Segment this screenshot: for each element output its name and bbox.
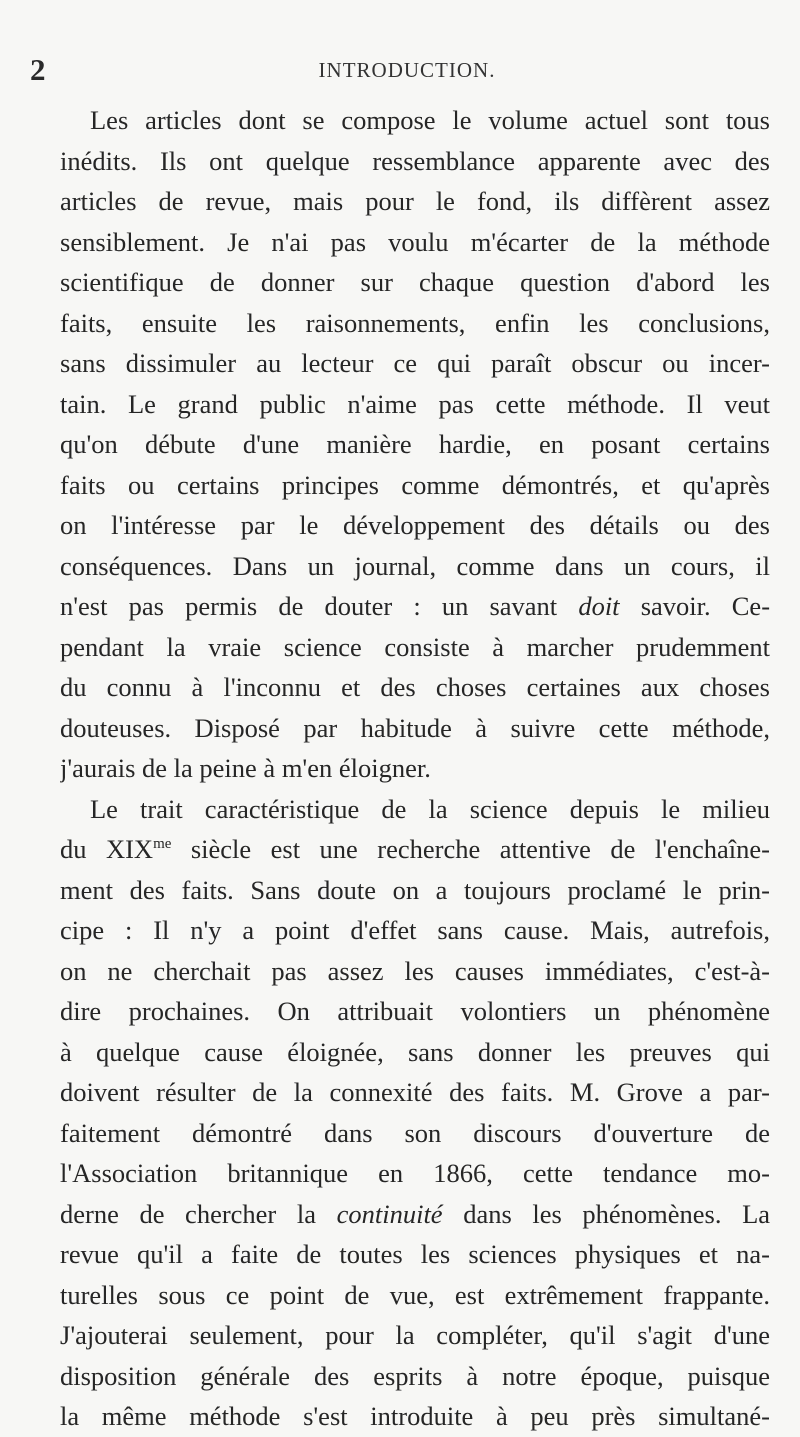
text-line: douteuses. Disposé par habitude à suivre cette méthode, bbox=[60, 712, 770, 743]
running-title: INTRODUCTION. bbox=[318, 58, 496, 82]
text-line: cipe : Il n'y a point d'effet sans cause. Mais, autrefois, bbox=[60, 915, 770, 945]
text-line: dire prochaines. On attribuait volontiers un phénomène bbox=[60, 996, 770, 1026]
text-line: du connu à l'inconnu et des choses certaines aux choses bbox=[60, 672, 770, 702]
text-segment: n'est pas permis de douter : un savant bbox=[60, 591, 558, 621]
text-line: conséquences. Dans un journal, comme dans un cours, il bbox=[60, 550, 770, 581]
text-line: Le trait caractéristique de la science depuis le milieu bbox=[90, 793, 770, 824]
superscript: me bbox=[153, 836, 172, 853]
text-line: J'ajouterai seulement, pour la compléter, qu'il s'agit d'une bbox=[60, 1320, 770, 1350]
text-line: sensiblement. Je n'ai pas voulu m'écarter de la méthode bbox=[60, 226, 770, 257]
text-segment: dans les phénomènes. La bbox=[463, 1198, 770, 1229]
italic-word: doit bbox=[578, 591, 620, 621]
text-line: Les articles dont se compose le volume actuel sont tous bbox=[90, 105, 770, 135]
text-line bbox=[60, 1194, 770, 1235]
italic-word: continuité bbox=[336, 1198, 443, 1229]
text-line: faits, ensuite les raisonnements, enfin les conclusions, bbox=[60, 307, 770, 338]
text-line: faits ou certains principes comme démontrés, et qu'après bbox=[60, 469, 770, 500]
text-line: la même méthode s'est introduite à peu près simultané- bbox=[60, 1401, 770, 1431]
text-line: on ne cherchait pas assez les causes immédiates, c'est-à- bbox=[60, 955, 770, 986]
text-line: articles de revue, mais pour le fond, ils diffèrent assez bbox=[60, 186, 770, 216]
text-segment: savoir. Ce- bbox=[640, 591, 770, 621]
text-segment: du XIX bbox=[60, 834, 154, 864]
running-head bbox=[30, 50, 784, 90]
body-text bbox=[60, 100, 770, 1437]
text-segment: derne de chercher la bbox=[60, 1198, 316, 1229]
text-line: on l'intéresse par le développement des détails ou des bbox=[60, 510, 770, 540]
text-line: disposition générale des esprits à notre époque, puisque bbox=[60, 1360, 770, 1391]
text-line: ment des faits. Sans doute on a toujours proclamé le prin- bbox=[60, 874, 770, 905]
text-line bbox=[60, 586, 770, 627]
text-line: doivent résulter de la connexité des faits. M. Grove a par- bbox=[60, 1077, 770, 1107]
text-line: scientifique de donner sur chaque question d'abord les bbox=[60, 267, 770, 297]
text-line: à quelque cause éloignée, sans donner les preuves qui bbox=[60, 1036, 770, 1067]
text-segment: siècle est une recherche attentive de l'enchaîne- bbox=[190, 834, 770, 864]
page-number: 2 bbox=[30, 52, 46, 87]
text-line: qu'on débute d'une manière hardie, en posant certains bbox=[60, 429, 770, 459]
text-line: inédits. Ils ont quelque ressemblance apparente avec des bbox=[60, 145, 770, 176]
text-line: tain. Le grand public n'aime pas cette méthode. Il veut bbox=[60, 388, 770, 419]
text-line: revue qu'il a faite de toutes les sciences physiques et na- bbox=[60, 1239, 770, 1269]
text-line: sans dissimuler au lecteur ce qui paraît obscur ou incer- bbox=[60, 348, 770, 378]
text-line bbox=[60, 829, 770, 870]
text-line: j'aurais de la peine à m'en éloigner. bbox=[60, 753, 431, 783]
text-line: faitement démontré dans son discours d'ouverture de bbox=[60, 1117, 770, 1148]
text-line: pendant la vraie science consiste à marcher prudemment bbox=[60, 631, 770, 662]
text-line: l'Association britannique en 1866, cette tendance mo- bbox=[60, 1158, 770, 1188]
text-line: turelles sous ce point de vue, est extrêmement frappante. bbox=[60, 1279, 770, 1310]
